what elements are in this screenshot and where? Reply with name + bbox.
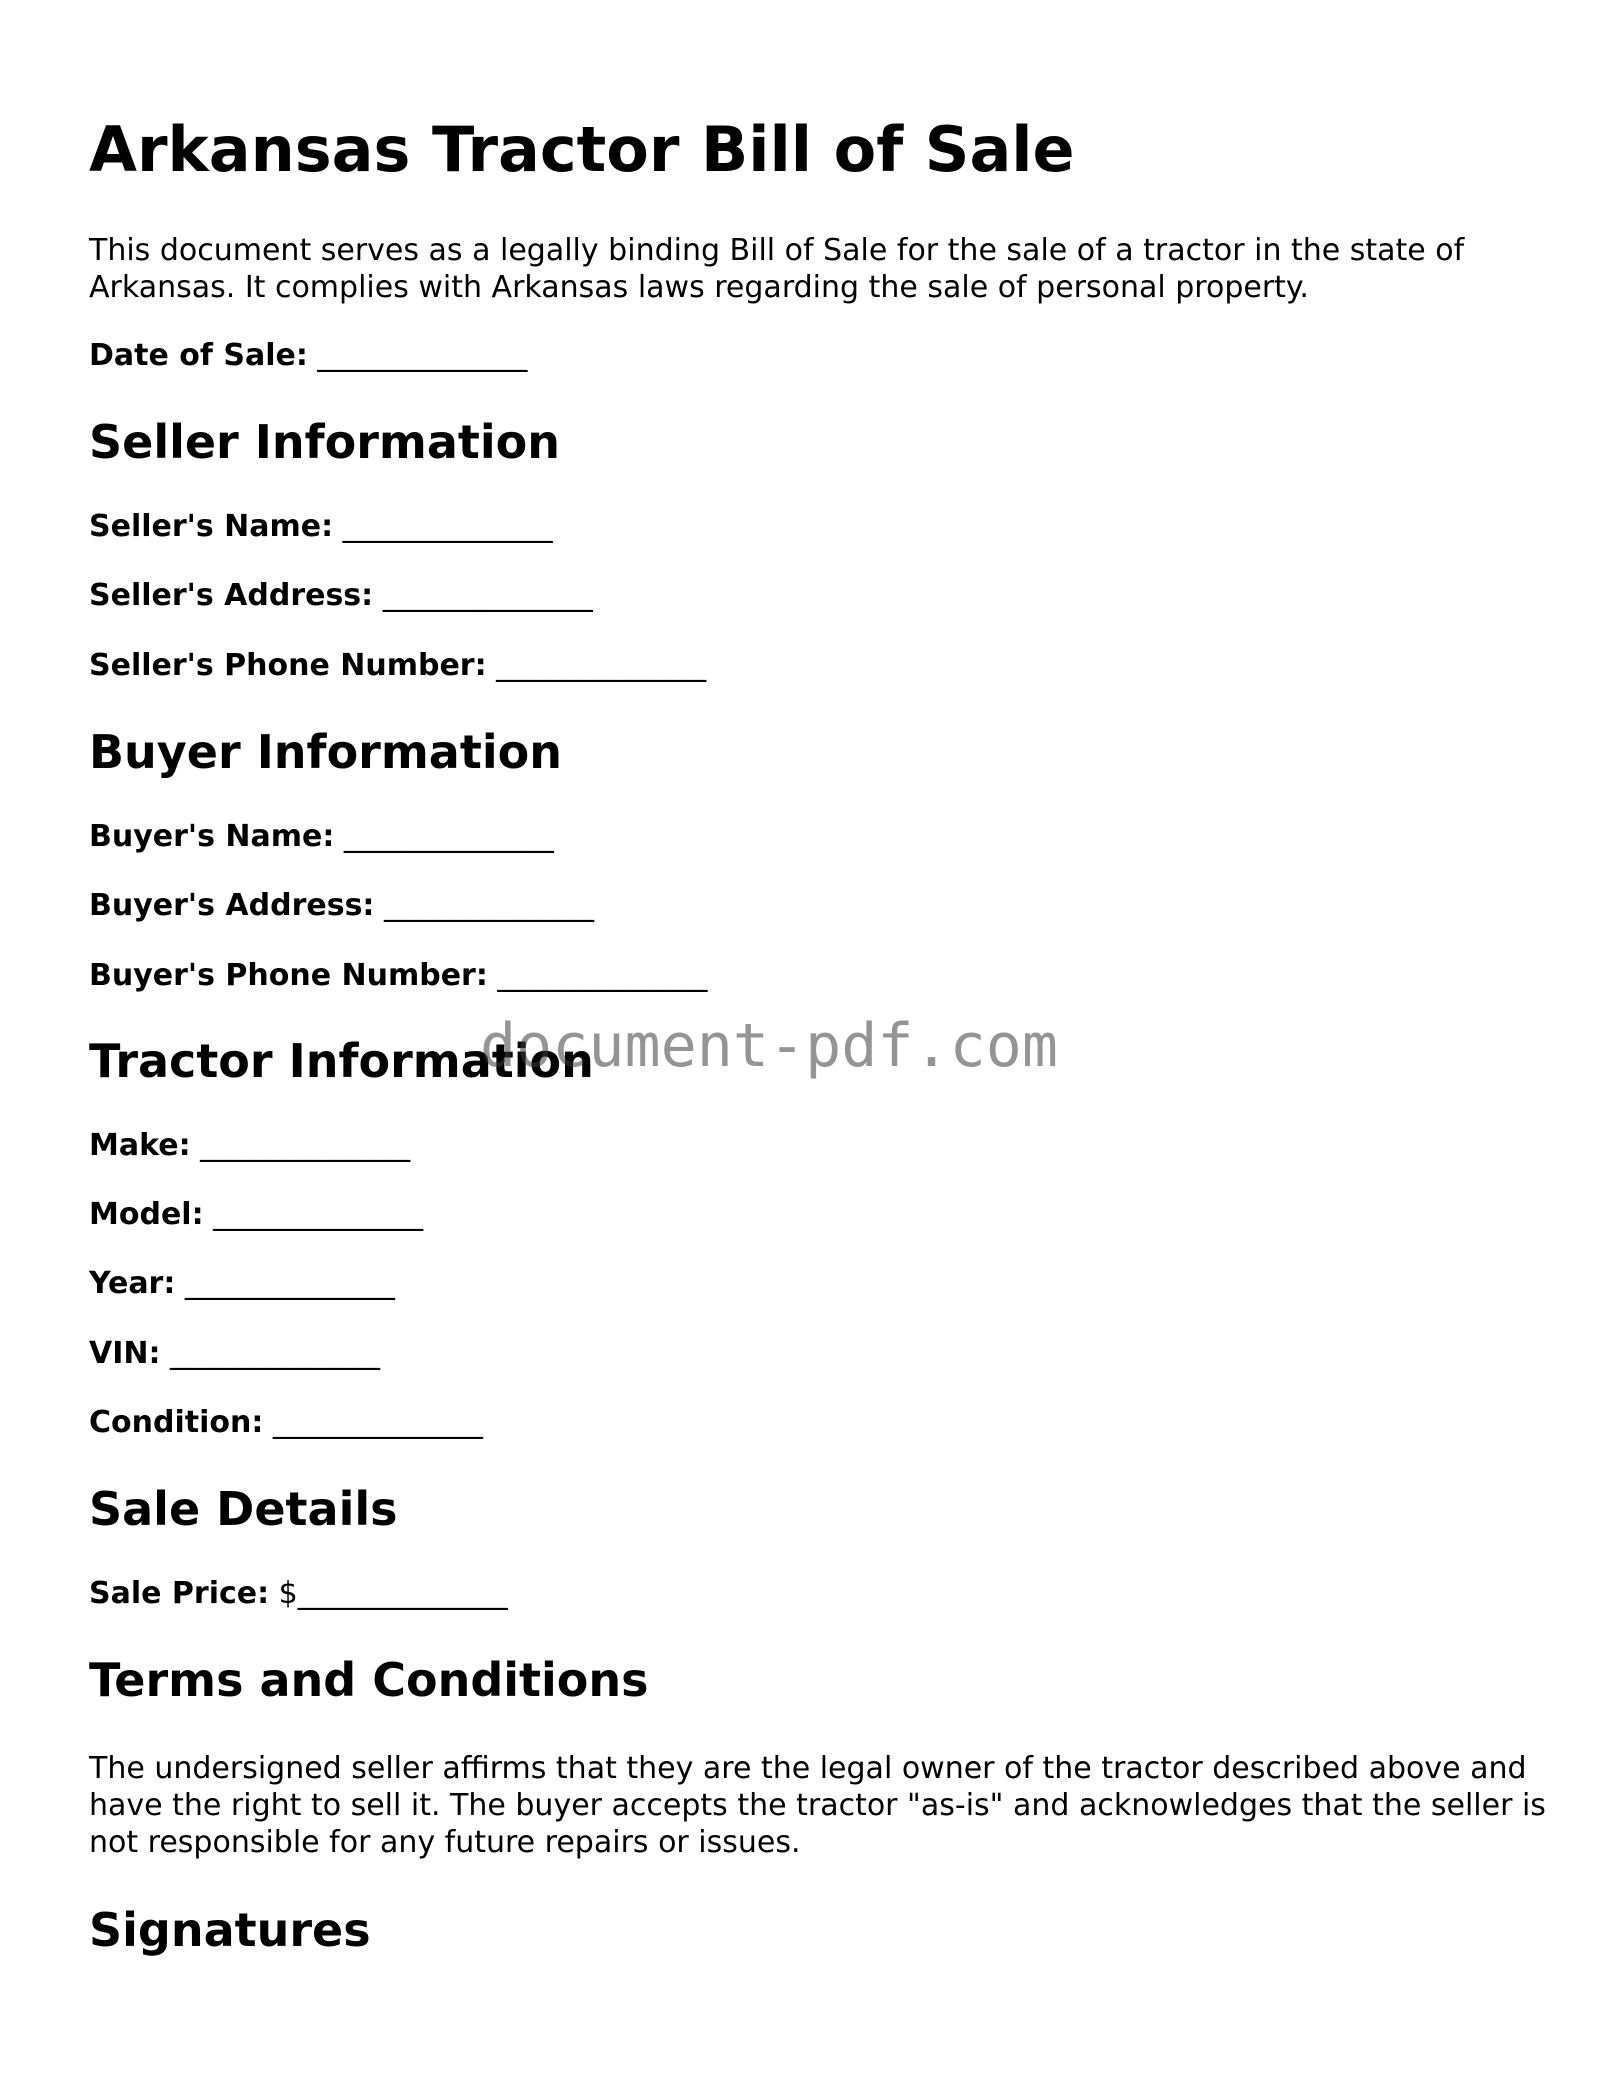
date-of-sale-blank: ______________ (317, 338, 528, 373)
model-label: Model: (89, 1197, 204, 1232)
buyer-phone-blank: ______________ (497, 958, 708, 993)
seller-phone-field (89, 646, 706, 686)
sale-price-label: Sale Price: (89, 1576, 270, 1611)
condition-field (89, 1403, 483, 1443)
tractor-heading: Tractor Information (89, 1034, 594, 1088)
buyer-name-blank: ______________ (343, 819, 554, 854)
year-blank: ______________ (184, 1266, 395, 1301)
buyer-phone-label: Buyer's Phone Number: (89, 958, 488, 993)
watermark-text: document-pdf.com (480, 1011, 1058, 1081)
buyer-name-label: Buyer's Name: (89, 819, 335, 854)
seller-name-field (89, 507, 553, 547)
vin-field (89, 1334, 380, 1374)
seller-address-label: Seller's Address: (89, 578, 374, 613)
sale-price-field (89, 1574, 508, 1614)
vin-blank: ______________ (170, 1336, 381, 1371)
make-label: Make: (89, 1128, 191, 1163)
sale-details-heading: Sale Details (89, 1482, 398, 1536)
year-field (89, 1264, 395, 1304)
make-blank: ______________ (200, 1128, 411, 1163)
buyer-address-blank: ______________ (383, 888, 594, 923)
seller-address-blank: ______________ (382, 578, 593, 613)
seller-heading: Seller Information (89, 415, 561, 469)
intro-paragraph: This document serves as a legally binding Bill of Sale for the sale of a tractor in the state of Arkansas. It complies with Arkansas laws regarding the sale of personal property. (89, 233, 1465, 305)
make-field (89, 1126, 410, 1166)
sale-price-blank: $______________ (278, 1576, 508, 1611)
buyer-name-field (89, 817, 554, 857)
signatures-heading: Signatures (89, 1903, 371, 1957)
date-of-sale-label: Date of Sale: (89, 338, 308, 373)
year-label: Year: (89, 1266, 176, 1301)
terms-paragraph: The undersigned seller affirms that they are the legal owner of the tractor described above and have the right to sell it. The buyer accepts the tractor "as-is" and acknowledges that the seller is not responsible for any future repairs or issues. (89, 1751, 1546, 1860)
condition-blank: ______________ (272, 1405, 483, 1440)
seller-name-blank: ______________ (342, 509, 553, 544)
vin-label: VIN: (89, 1336, 161, 1371)
document-title: Arkansas Tractor Bill of Sale (89, 113, 1075, 186)
buyer-phone-field (89, 956, 707, 996)
model-blank: ______________ (213, 1197, 424, 1232)
model-field (89, 1195, 423, 1235)
buyer-address-label: Buyer's Address: (89, 888, 375, 923)
condition-label: Condition: (89, 1405, 264, 1440)
seller-phone-label: Seller's Phone Number: (89, 648, 487, 683)
terms-heading: Terms and Conditions (89, 1653, 649, 1707)
seller-name-label: Seller's Name: (89, 509, 334, 544)
date-of-sale-field (89, 336, 527, 376)
seller-address-field (89, 576, 593, 616)
seller-phone-blank: ______________ (496, 648, 707, 683)
buyer-address-field (89, 886, 594, 926)
buyer-heading: Buyer Information (89, 725, 562, 779)
